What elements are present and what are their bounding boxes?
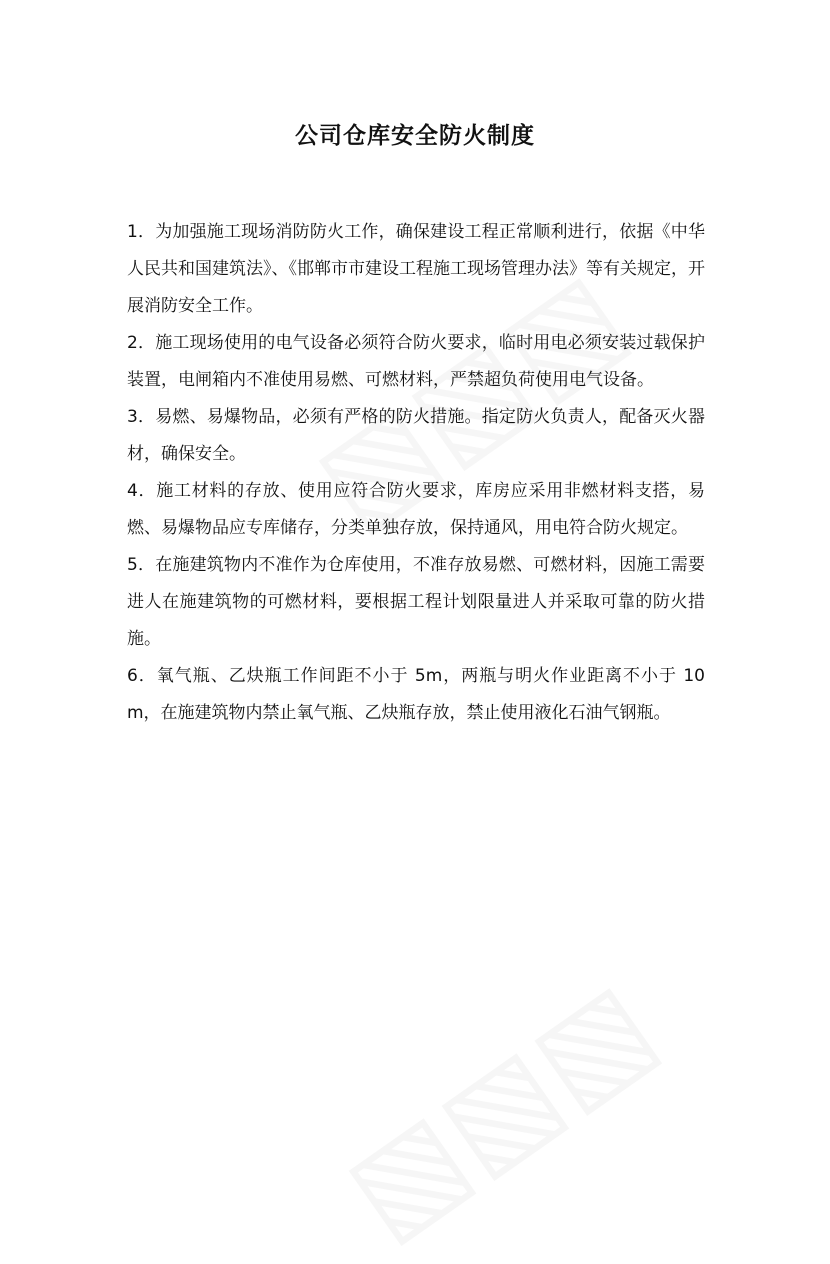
paragraph-4: 4．施工材料的存放、使用应符合防火要求，库房应采用非燃材料支搭，易燃、易爆物品应专库储存，分类单独存放，保持通风，用电符合防火规定。 <box>127 481 705 538</box>
paragraph-3: 3．易燃、易爆物品，必须有严格的防火措施。指定防火负责人，配备灭火器材，确保安全。 <box>127 407 705 464</box>
paragraph-6: 6．氧气瓶、乙炔瓶工作间距不小于 5m，两瓶与明火作业距离不小于 10m，在施建筑物内禁止氧气瓶、乙炔瓶存放，禁止使用液化石油气钢瓶。 <box>127 666 705 723</box>
paragraph-1: 1．为加强施工现场消防防火工作，确保建设工程正常顺利进行，依据《中华人民共和国建筑法》、《邯郸市市建设工程施工现场管理办法》等有关规定，开展消防安全工作。 <box>127 222 705 316</box>
paragraph-5: 5．在施建筑物内不准作为仓库使用，不准存放易燃、可燃材料，因施工需要进人在施建筑物的可燃材料，要根据工程计划限量进人并采取可靠的防火措施。 <box>127 555 705 649</box>
paragraph-2: 2．施工现场使用的电气设备必须符合防火要求，临时用电必须安装过载保护装置，电闸箱内不准使用易燃、可燃材料，严禁超负荷使用电气设备。 <box>127 333 705 390</box>
page-title: 公司仓库安全防火制度 <box>295 123 535 149</box>
watermark <box>321 955 679 1264</box>
document-body <box>127 214 705 732</box>
